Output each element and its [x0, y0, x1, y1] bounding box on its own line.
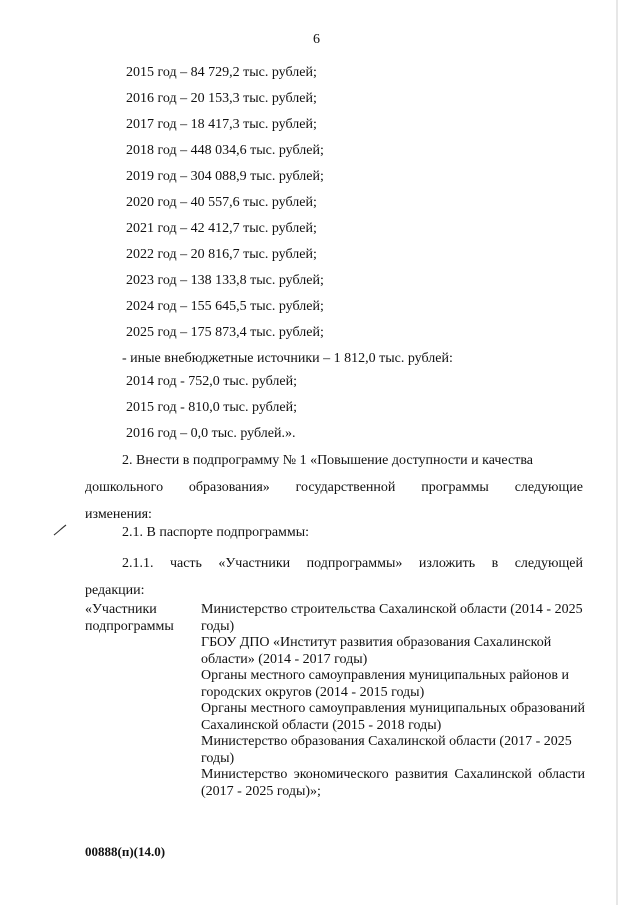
- pen-mark: [52, 523, 68, 537]
- funding-line: 2023 год – 138 133,8 тыс. рублей;: [126, 273, 324, 288]
- other-funding-line: 2016 год – 0,0 тыс. рублей.».: [126, 426, 296, 441]
- funding-line: 2021 год – 42 412,7 тыс. рублей;: [126, 221, 317, 236]
- scan-edge-shadow: [616, 0, 618, 905]
- other-sources-heading: - иные внебюджетные источники – 1 812,0 тыс. рублей:: [122, 351, 453, 366]
- participant-entry: Органы местного самоуправления муниципальных районов и городских округов (2014 - 2015 годы): [201, 668, 570, 700]
- funding-line: 2024 год – 155 645,5 тыс. рублей;: [126, 299, 324, 314]
- participant-entry: Органы местного самоуправления муниципальных образований Сахалинской области (2015 - 2018 годы): [201, 701, 585, 733]
- funding-line: 2016 год – 20 153,3 тыс. рублей;: [126, 91, 317, 106]
- paragraph-2-1-1-line: редакции:: [85, 583, 145, 598]
- paragraph-2-1: 2.1. В паспорте подпрограммы:: [122, 525, 310, 540]
- funding-line: 2017 год – 18 417,3 тыс. рублей;: [126, 117, 317, 132]
- page-number: 6: [313, 32, 320, 47]
- participants-list: [201, 602, 585, 800]
- funding-line: 2019 год – 304 088,9 тыс. рублей;: [126, 169, 324, 184]
- funding-by-year-list: [126, 60, 324, 346]
- funding-line: 2015 год – 84 729,2 тыс. рублей;: [126, 65, 317, 80]
- paragraph-2-1-1: [85, 550, 583, 604]
- participants-table: [85, 602, 585, 800]
- paragraph-2: [85, 447, 583, 528]
- funding-line: 2022 год – 20 816,7 тыс. рублей;: [126, 247, 317, 262]
- participants-label: «Участники подпрограммы: [85, 602, 174, 634]
- participants-row: [85, 602, 585, 800]
- participant-entry: Министерство образования Сахалинской области (2017 - 2025 годы): [201, 734, 572, 766]
- other-funding-line: 2015 год - 810,0 тыс. рублей;: [126, 400, 298, 415]
- other-sources-list: [126, 369, 297, 447]
- funding-line: 2025 год – 175 873,4 тыс. рублей;: [126, 325, 324, 340]
- document-code: 00888(п)(14.0): [85, 844, 166, 859]
- funding-line: 2020 год – 40 557,6 тыс. рублей;: [126, 195, 317, 210]
- paragraph-2-line: 2. Внести в подпрограмму № 1 «Повышение доступности и качества: [122, 453, 533, 468]
- funding-line: 2018 год – 448 034,6 тыс. рублей;: [126, 143, 324, 158]
- paragraph-2-line: дошкольного образования» государственной программы следующие: [85, 480, 583, 495]
- participant-entry: Министерство строительства Сахалинской области (2014 - 2025 годы): [201, 602, 583, 634]
- other-funding-line: 2014 год - 752,0 тыс. рублей;: [126, 374, 298, 389]
- paragraph-2-1-1-line: 2.1.1. часть «Участники подпрограммы» изложить в следующей: [122, 556, 583, 571]
- paragraph-2-line: изменения:: [85, 507, 152, 522]
- participant-entry: ГБОУ ДПО «Институт развития образования Сахалинской области» (2014 - 2017 годы): [201, 635, 552, 667]
- participant-entry: Министерство экономического развития Сахалинской области (2017 - 2025 годы)»;: [201, 767, 585, 799]
